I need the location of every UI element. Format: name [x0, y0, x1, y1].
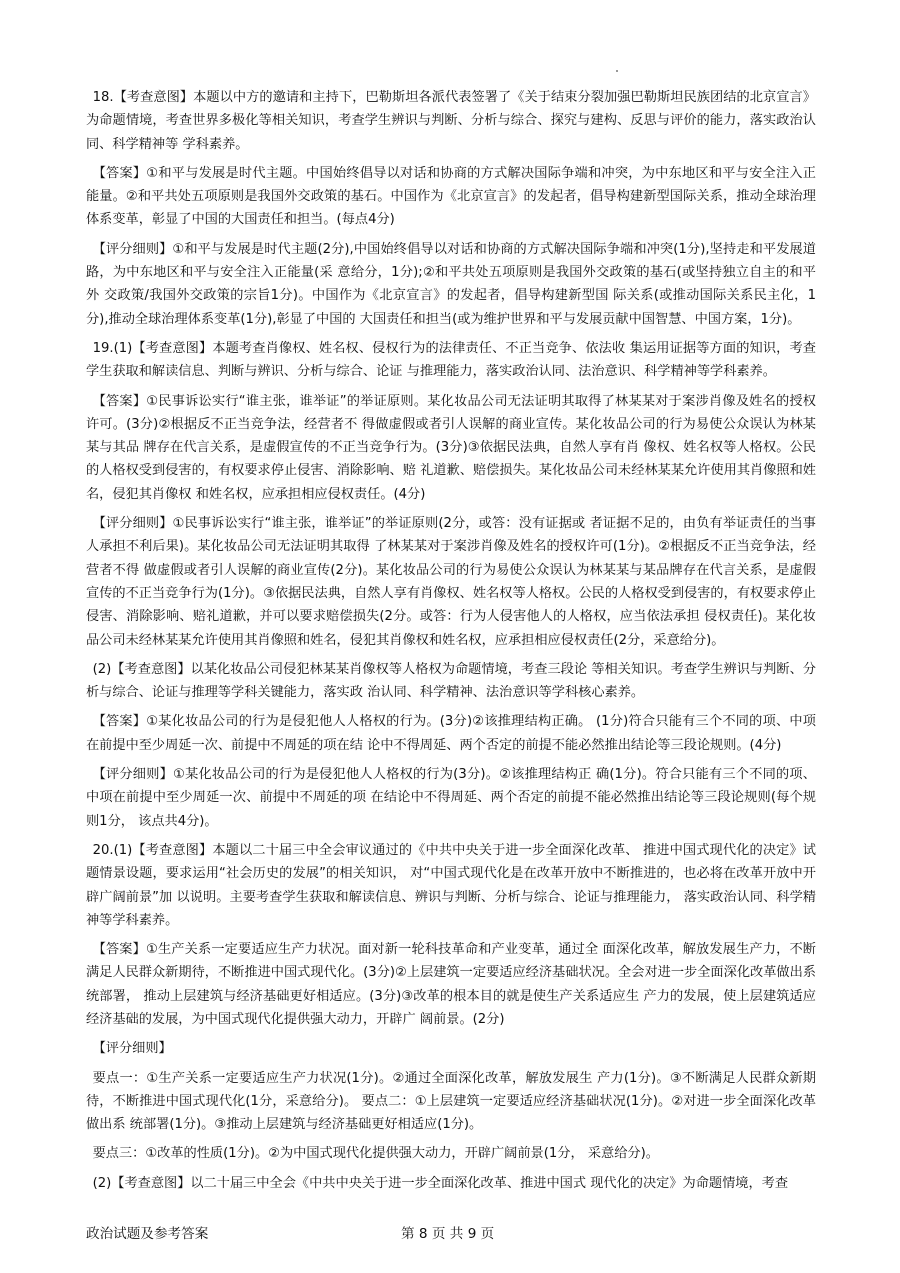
page-number: 第 8 页 共 9 页 [401, 1226, 495, 1242]
answer-content [86, 86, 816, 1201]
q18-intent: 18.【考查意图】本题以中方的邀请和主持下，巴勒斯坦各派代表签署了《关于结束分裂加强巴勒斯坦民族团结的北京宣言》为命题情境，考查世界多极化等相关知识，考查学生辨识与判断、分析与综合、探究与建构、反思与评价的能力，落实政治认同、科学精神等 学科素养。 [86, 90, 816, 152]
q19-2-answer: 【答案】①某化妆品公司的行为是侵犯他人人格权的行为。(3分)②该推理结构正确。 (1分)符合只能有三个不同的项、中项在前提中至少周延一次、前提中不周延的项在结 论中不得周延、两个否定的前提不能必然推出结论等三段论规则。(4分) [86, 714, 816, 753]
q18-answer: 【答案】①和平与发展是时代主题。中国始终倡导以对话和协商的方式解决国际争端和冲突，为中东地区和平与安全注入正能量。②和平共处五项原则是我国外交政策的基石。中国作为《北京宣言》的发起者，倡导构建新型国际关系，推动全球治理体系变革，彰显了中国的大国责任和担当。(每点4分) [86, 165, 816, 228]
q18-scoring: 【评分细则】①和平与发展是时代主题(2分),中国始终倡导以对话和协商的方式解决国际争端和冲突(1分),坚持走和平发展道路，为中东地区和平与安全注入正能量(采 意给分，1分);②和平共处五项原则是我国外交政策的基石(或坚持独立自主的和平外 交政策/我国外交政策的宗旨1分)。中国作为《北京宣言》的发起者，倡导构建新型国 际关系(或推动国际关系民主化，1分),推动全球治理体系变革(1分),彰显了中国的 大国责任和担当(或为维护世界和平与发展贡献中国智慧、中国方案，1分)。 [86, 241, 816, 327]
q19-2-scoring: 【评分细则】①某化妆品公司的行为是侵犯他人人格权的行为(3分)。②该推理结构正 确(1分)。符合只能有三个不同的项、中项在前提中至少周延一次、前提中不周延的项 在结论中不得周延、两个否定的前提不能必然推出结论等三段论规则(每个规则1分， 该点共4分)。 [86, 767, 816, 829]
q20-1-scoring-points-1-2: 要点一：①生产关系一定要适应生产力状况(1分)。②通过全面深化改革，解放发展生 产力(1分)。③不断满足人民群众新期待，不断推进中国式现代化(1分，采意给分)。 要点二：①上层建筑一定要适应经济基础状况(1分)。②对进一步全面深化改革做出系 统部署(1分)。③推动上层建筑与经济基础更好相适应(1分)。 [86, 1070, 816, 1133]
q20-1-intent: 20.(1)【考查意图】本题以二十届三中全会审议通过的《中共中央关于进一步全面深化改革、 推进中国式现代化的决定》试题情景设题，要求运用“社会历史的发展”的相关知识， 对“中国式现代化是在改革开放中不断推进的，也必将在改革开放中开辟广阔前景”加 以说明。主要考查学生获取和解读信息、辨识与判断、分析与综合、论证与推理能力， 落实政治认同、科学精神等学科素养。 [86, 842, 816, 928]
q20-2-intent: (2)【考查意图】以二十届三中全会《中共中央关于进一步全面深化改革、推进中国式 现代化的决定》为命题情境，考查 [92, 1175, 789, 1191]
footer-doc-title: 政治试题及参考答案 [86, 1226, 209, 1242]
q20-1-scoring-heading: 【评分细则】 [92, 1041, 172, 1057]
q20-1-scoring-point-3: 要点三：①改革的性质(1分)。②为中国式现代化提供强大动力，开辟广阔前景(1分， 采意给分)。 [92, 1146, 659, 1162]
q20-1-answer: 【答案】①生产关系一定要适应生产力状况。面对新一轮科技革命和产业变革，通过全 面深化改革，解放发展生产力，不断满足人民群众新期待，不断推进中国式现代化。(3分)②上层建筑一定要适应经济基础状况。全会对进一步全面深化改革做出系统部署， 推动上层建筑与经济基础更好相适应。(3分)③改革的根本目的就是使生产关系适应生 产力的发展，使上层建筑适应经济基础的发展，为中国式现代化提供强大动力，开辟广 阔前景。(2分) [86, 942, 816, 1027]
q19-2-intent: (2)【考查意图】以某化妆品公司侵犯林某某肖像权等人格权为命题情境，考查三段论 等相关知识。考查学生辨识与判断、分析与综合、论证与推理等学科关键能力，落实政 治认同、科学精神、法治意识等学科核心素养。 [86, 661, 816, 701]
q19-1-scoring: 【评分细则】①民事诉讼实行“谁主张，谁举证”的举证原则(2分，或答：没有证据或 者证据不足的，由负有举证责任的当事人承担不利后果)。某化妆品公司无法证明其取得 了林某某对于案涉肖像及姓名的授权许可(1分)。②根据反不正当竞争法，经营者不得 做虚假或者引人误解的商业宣传(2分)。某化妆品公司的行为易使公众误认为林某某与某品牌存在代言关系，是虚假宣传的不正当竞争行为(1分)。③依据民法典，自然人享有肖像权、姓名权等人格权。公民的人格权受到侵害的，有权要求停止侵害、消除影响、赔礼道歉，并可以要求赔偿损失(2分。或答：行为人侵害他人的人格权，应当依法承担 侵权责任)。某化妆品公司未经林某某允许使用其肖像照和姓名，侵犯其肖像权和姓名权，应承担相应侵权责任(2分，采意给分)。 [86, 516, 816, 648]
q19-1-intent: 19.(1)【考查意图】本题考查肖像权、姓名权、侵权行为的法律责任、不正当竞争、依法收 集运用证据等方面的知识，考查学生获取和解读信息、判断与辨识、分析与综合、论证 与推理能力，落实政治认同、法治意识、科学精神等学科素养。 [86, 340, 816, 380]
q19-1-answer: 【答案】①民事诉讼实行“谁主张，谁举证”的举证原则。某化妆品公司无法证明其取得了林某某对于案涉肖像及姓名的授权许可。(3分)②根据反不正当竞争法，经营者不 得做虚假或者引人误解的商业宣传。某化妆品公司的行为易使公众误认为林某某与其品 牌存在代言关系，是虚假宣传的不正当竞争行为。(3分)③依据民法典，自然人享有肖 像权、姓名权等人格权。公民的人格权受到侵害的，有权要求停止侵害、消除影响、赔 礼道歉、赔偿损失。某化妆品公司未经林某某允许使用其肖像照和姓名，侵犯其肖像权 和姓名权，应承担相应侵权责任。(4分) [86, 393, 816, 502]
scan-speck [616, 70, 618, 72]
